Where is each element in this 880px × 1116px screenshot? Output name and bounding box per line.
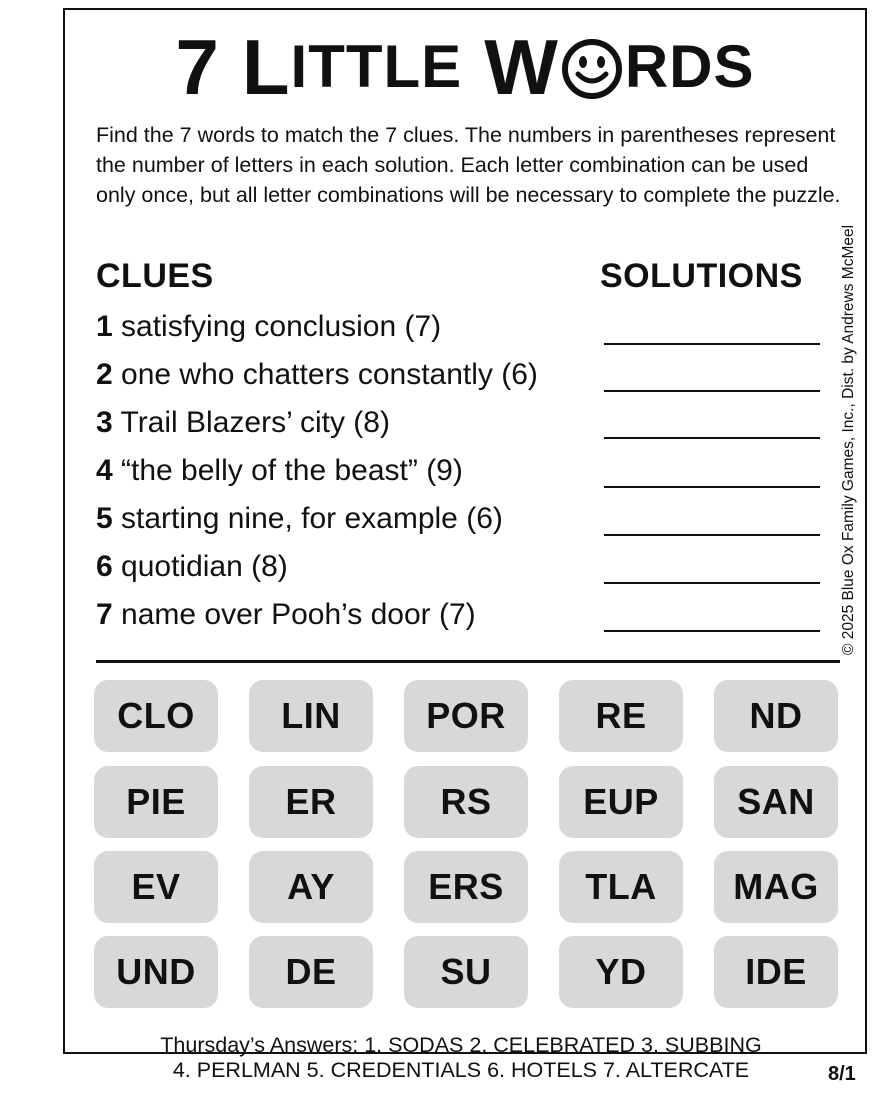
letter-tile[interactable]: PIE — [94, 766, 218, 838]
title-l-initial: L — [241, 23, 291, 111]
letter-tile[interactable]: EV — [94, 851, 218, 923]
solution-blank-6[interactable] — [604, 582, 820, 584]
clue-text: name over Pooh’s door (7) — [112, 598, 476, 631]
clue-text: quotidian (8) — [112, 550, 288, 583]
solution-blank-7[interactable] — [604, 630, 820, 632]
letter-tile[interactable]: EUP — [559, 766, 683, 838]
puzzle-date: 8/1 — [828, 1063, 856, 1085]
clue-text: starting nine, for example (6) — [112, 502, 503, 535]
letter-tile[interactable]: CLO — [94, 680, 218, 752]
clue-4 — [96, 454, 463, 488]
letter-tile[interactable]: LIN — [249, 680, 373, 752]
letter-tile[interactable]: IDE — [714, 936, 838, 1008]
letter-tile[interactable]: SU — [404, 936, 528, 1008]
puzzle-title — [63, 22, 867, 112]
solution-blank-4[interactable] — [604, 486, 820, 488]
copyright-notice: © 2025 Blue Ox Family Games, Inc., Dist. by Andrews McMeel — [840, 224, 857, 655]
clue-number: 6 — [96, 550, 113, 583]
solution-blank-5[interactable] — [604, 534, 820, 536]
letter-tile[interactable]: ER — [249, 766, 373, 838]
instructions-text: Find the 7 words to match the 7 clues. The numbers in parentheses represent the number of letters in each solution. Each letter combination can be used only once, but all letter combinations will be necessary to complete the puzzle. — [96, 123, 841, 207]
clue-text: satisfying conclusion (7) — [112, 310, 442, 343]
title-number: 7 — [175, 23, 220, 111]
clue-number: 1 — [96, 310, 113, 343]
letter-tile[interactable]: AY — [249, 851, 373, 923]
clues-heading: CLUES — [96, 257, 214, 295]
clue-number: 2 — [96, 358, 113, 391]
letter-tile[interactable]: MAG — [714, 851, 838, 923]
divider-line — [96, 660, 840, 663]
previous-answers-line-2: 4. PERLMAN 5. CREDENTIALS 6. HOTELS 7. ALTERCATE — [172, 1058, 750, 1082]
solution-blank-3[interactable] — [604, 437, 820, 439]
title-w-rest: RDS — [624, 33, 755, 100]
solutions-heading: SOLUTIONS — [600, 257, 803, 295]
clue-number: 5 — [96, 502, 113, 535]
clue-text: one who chatters constantly (6) — [112, 358, 538, 391]
letter-tile[interactable]: RS — [404, 766, 528, 838]
letter-tile[interactable]: POR — [404, 680, 528, 752]
solution-blank-2[interactable] — [604, 390, 820, 392]
previous-answers-line-1: Thursday’s Answers: 1. SODAS 2. CELEBRATED 3. SUBBING — [160, 1033, 762, 1057]
clue-text: “the belly of the beast” (9) — [112, 454, 463, 487]
title-l-rest: ITTLE — [290, 33, 463, 100]
clue-number: 3 — [96, 406, 113, 439]
clue-7 — [96, 598, 476, 632]
letter-tile[interactable]: ND — [714, 680, 838, 752]
clue-number: 4 — [96, 454, 113, 487]
letter-tile[interactable]: TLA — [559, 851, 683, 923]
letter-tile[interactable]: YD — [559, 936, 683, 1008]
clue-number: 7 — [96, 598, 113, 631]
letter-tile[interactable]: UND — [94, 936, 218, 1008]
clue-2 — [96, 358, 538, 392]
clue-3 — [96, 406, 390, 440]
letter-tile[interactable]: DE — [249, 936, 373, 1008]
clue-5 — [96, 502, 503, 536]
clue-6 — [96, 550, 288, 584]
solution-blank-1[interactable] — [604, 343, 820, 345]
title-w-initial: W — [484, 23, 559, 111]
clue-text: Trail Blazers’ city (8) — [112, 406, 390, 439]
clue-1 — [96, 310, 441, 344]
letter-tile[interactable]: ERS — [404, 851, 528, 923]
smiley-face-icon — [561, 38, 623, 100]
letter-tile[interactable]: RE — [559, 680, 683, 752]
letter-tile[interactable]: SAN — [714, 766, 838, 838]
